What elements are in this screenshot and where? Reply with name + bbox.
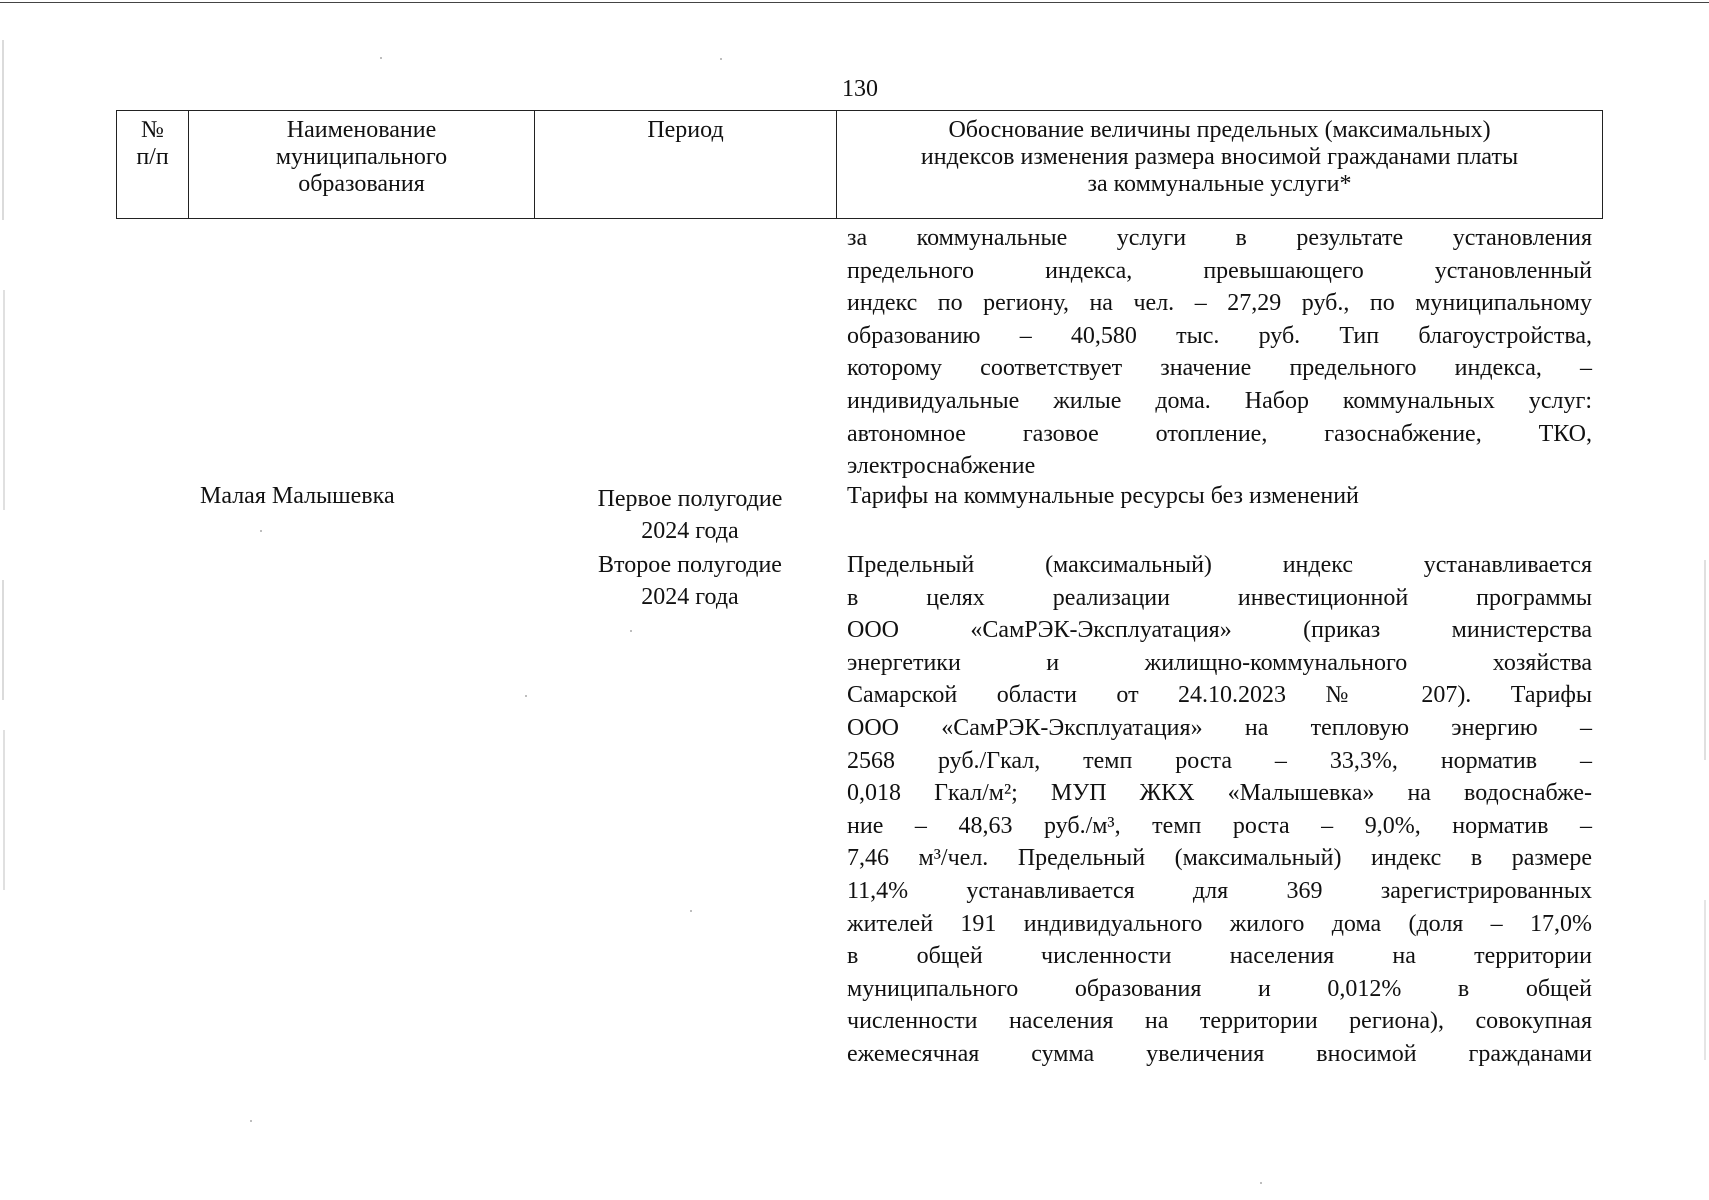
- page-number: 130: [842, 76, 878, 102]
- table-header: [116, 110, 1603, 219]
- header-col-period: [535, 111, 837, 218]
- text-line: жителей 191 индивидуального жилого дома (доля – 17,0%: [847, 910, 1592, 937]
- text-line: индивидуальные жилые дома. Набор коммунальных услуг:: [847, 387, 1592, 414]
- scan-edge-mark: [2, 580, 4, 700]
- text-line: численности населения на территории региона), совокупная: [847, 1008, 1592, 1035]
- scan-speck: [525, 695, 527, 697]
- scan-edge-mark: [1704, 560, 1706, 760]
- header-col-municipality: [189, 111, 535, 218]
- scan-edge-mark: [1704, 900, 1706, 1060]
- text-line: в общей численности населения на территории: [847, 943, 1592, 970]
- text-line: Предельный (максимальный) индекс устанавливается: [847, 552, 1592, 578]
- scan-speck: [630, 630, 632, 632]
- header-line: Период: [647, 117, 724, 143]
- header-line: п/п: [136, 144, 169, 170]
- text-line: энергетики и жилищно-коммунального хозяйства: [847, 649, 1592, 676]
- header-line: муниципального: [275, 144, 448, 170]
- text-line: которому соответствует значение предельного индекса, –: [847, 355, 1592, 382]
- period-line: Первое полугодие: [597, 486, 783, 512]
- text-line: индекс по региону, на чел. – 27,29 руб., по муниципальному: [847, 290, 1592, 317]
- scan-speck: [720, 58, 722, 60]
- header-line: индексов изменения размера вносимой гражданами платы: [920, 144, 1519, 170]
- second-half-basis: [847, 549, 1592, 1071]
- text-line: 2568 руб./Гкал, темп роста – 33,3%, норматив –: [847, 747, 1592, 774]
- period-first-half: [560, 483, 820, 547]
- text-line: ООО «СамРЭК-Эксплуатация» на тепловую энергию –: [847, 714, 1592, 741]
- header-col-basis: [837, 111, 1602, 218]
- text-line: 0,018 Гкал/м²; МУП ЖКХ «Малышевка» на водоснабже-: [847, 780, 1592, 807]
- header-line: образования: [298, 171, 425, 197]
- header-line: №: [141, 117, 164, 143]
- scan-speck: [690, 910, 692, 912]
- scan-speck: [250, 1120, 252, 1122]
- header-line: Обоснование величины предельных (максимальных): [948, 117, 1491, 143]
- first-half-basis: Тарифы на коммунальные ресурсы без изменений: [847, 483, 1359, 509]
- scan-edge-mark: [2, 40, 4, 220]
- header-col-number: [117, 111, 189, 218]
- period-line: Второе полугодие: [598, 552, 782, 578]
- header-line: за коммунальные услуги*: [1087, 171, 1352, 197]
- scan-top-edge: [0, 2, 1709, 3]
- text-line: образованию – 40,580 тыс. руб. Тип благоустройства,: [847, 322, 1592, 349]
- text-line: в целях реализации инвестиционной программы: [847, 584, 1592, 611]
- scan-speck: [260, 530, 262, 532]
- text-line: 7,46 м³/чел. Предельный (максимальный) индекс в размере: [847, 845, 1592, 872]
- period-line: 2024 года: [641, 584, 739, 610]
- header-line: Наименование: [286, 117, 437, 143]
- scan-edge-mark: [3, 290, 5, 510]
- text-line: ние – 48,63 руб./м³, темп роста – 9,0%, норматив –: [847, 812, 1592, 839]
- period-line: 2024 года: [641, 518, 739, 544]
- text-line: муниципального образования и 0,012% в общей: [847, 975, 1592, 1002]
- period-second-half: [560, 549, 820, 613]
- scan-edge-mark: [3, 730, 5, 890]
- scan-speck: [1260, 1182, 1262, 1184]
- text-line: ежемесячная сумма увеличения вносимой гражданами: [847, 1040, 1592, 1067]
- text-line: 11,4% устанавливается для 369 зарегистрированных: [847, 877, 1592, 904]
- text-line: ООО «СамРЭК-Эксплуатация» (приказ министерства: [847, 617, 1592, 644]
- scan-speck: [380, 57, 382, 59]
- text-line: автономное газовое отопление, газоснабжение, ТКО,: [847, 420, 1592, 447]
- municipality-name: Малая Малышевка: [200, 483, 395, 509]
- text-line: Самарской области от 24.10.2023 № 207). Тарифы: [847, 682, 1592, 709]
- continuation-paragraph: [847, 222, 1592, 483]
- text-line: предельного индекса, превышающего установленный: [847, 257, 1592, 284]
- text-line: за коммунальные услуги в результате установления: [847, 225, 1592, 251]
- text-line: электроснабжение: [847, 453, 1036, 480]
